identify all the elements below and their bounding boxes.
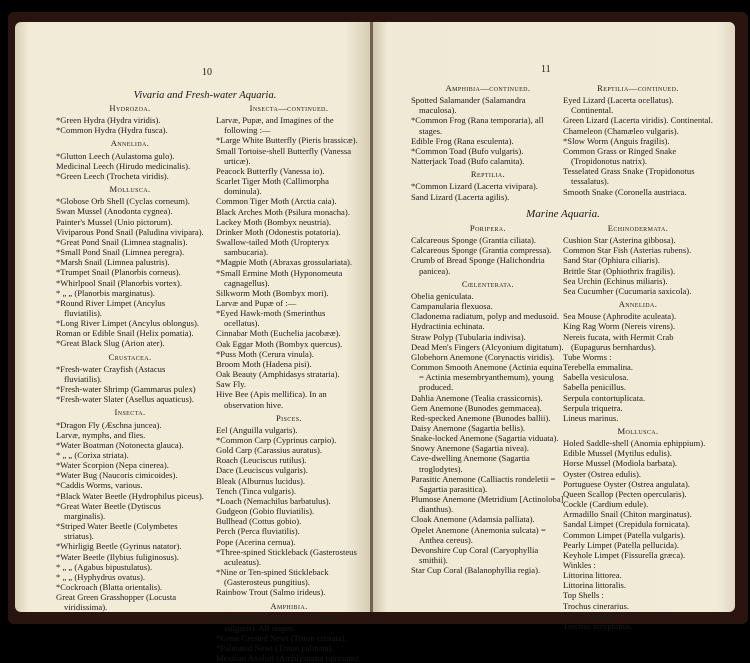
section-heading: Mollusca.: [109, 184, 151, 195]
species-entry: *Magpie Moth (Abraxas grossulariata).: [216, 257, 353, 268]
species-entry: Perch (Perca fluviatilis).: [216, 526, 300, 537]
species-entry: Oyster (Ostrea edulis).: [563, 468, 642, 479]
section-title: Marine Aquaria.: [526, 208, 600, 220]
species-entry: Green Lizard (Lacerta viridis). Continental.: [563, 115, 713, 126]
species-entry: Edible Mussel (Mytilus edulis).: [563, 448, 672, 459]
species-entry: Gem Anemone (Bunodes gemmacea).: [411, 402, 542, 413]
species-entry: * „ „ (Agabus bipustulatus).: [56, 561, 153, 572]
species-entry: *Water Beetle (Ilybius fuliginosus).: [56, 551, 179, 562]
species-entry: *Loach (Nemachilus barbatulus).: [216, 495, 331, 506]
species-entry: Calcareous Sponge (Grantia ciliata).: [411, 235, 537, 246]
species-entry: Edible Frog (Rana esculenta).: [411, 135, 514, 146]
page-number: 10: [202, 67, 212, 78]
species-entry: Common Grass or Ringed Snake (Tropidonotus natrix).: [563, 145, 677, 167]
species-entry: Sabella penicillus.: [563, 382, 627, 393]
species-entry: Viviparous Pond Snail (Paludina vivipara).: [56, 226, 204, 237]
species-entry: Tesselated Grass Snake (Tropidonotus tessalatus).: [563, 166, 695, 187]
right-column-2: [563, 220, 713, 631]
species-entry: Natterjack Toad (Bufo calamita).: [411, 156, 525, 167]
species-entry: *Marsh Snail (Limnea palustris).: [56, 257, 170, 268]
species-entry: *Fresh-water Shrimp (Gammarus pulex): [56, 384, 196, 395]
species-entry: *Small Ermine Moth (Hyponomeuta cagnagellus).: [216, 267, 343, 288]
species-entry: Star Cup Coral (Balanophyllia regia).: [411, 565, 541, 576]
section-heading: Annelida.: [618, 299, 658, 310]
species-entry: Peacock Butterfly (Vanessa io).: [216, 165, 325, 176]
species-entry: Larvæ, Pupæ, and Imagines of the following :—: [216, 115, 334, 136]
species-entry: Mexican Axolotl (Amblystoma tigrinum).: [216, 653, 361, 663]
species-entry: King Rag Worm (Nereis virens).: [563, 321, 676, 332]
species-entry: *Common Frog (Rana temporaria), all stages.: [411, 115, 544, 136]
species-entry: *Common Lizard (Lacerta vivipara).: [411, 181, 538, 192]
species-entry: Hydractinia echinata.: [411, 321, 485, 332]
species-entry: Sea Mouse (Aphrodite aculeata).: [563, 311, 677, 322]
species-entry: Common Star Fish (Asterias rubens).: [563, 245, 692, 256]
species-entry: Hive Bee (Apis mellifica). In an observation hive.: [216, 389, 327, 410]
species-entry: Cockle (Cardium edule).: [563, 499, 649, 510]
species-entry: Brittle Star (Ophiothrix fragilis).: [563, 265, 676, 276]
species-entry: Dead Men's Fingers (Alcyonium digitatum).: [411, 341, 564, 352]
page-number: 11: [541, 64, 551, 75]
species-entry: *Small Pond Snail (Limnea peregra).: [56, 247, 185, 258]
species-entry: *Whirligig Beetle (Gyrinus natator).: [56, 541, 182, 552]
species-entry: Dahlia Anemone (Tealia crassicornis).: [411, 392, 543, 403]
species-entry: Cave-dwelling Anemone (Sagartia troglodytes).: [411, 453, 530, 474]
species-entry: Sabella vesiculosa.: [563, 372, 629, 383]
species-entry: Terebella emmalina.: [563, 362, 634, 373]
right-top-column-1: [411, 80, 565, 202]
species-entry: Bullhead (Cottus gobio).: [216, 516, 302, 527]
species-entry: Sandal Limpet (Crepidula fornicata).: [563, 519, 690, 530]
species-entry: Larvæ and Pupæ of :—: [216, 297, 297, 308]
species-entry: Campanularia flexuosa.: [411, 301, 493, 312]
species-entry: Oak Eggar Moth (Bombyx quercus).: [216, 338, 343, 349]
left-page: [15, 22, 370, 663]
species-entry: Crumb of Bread Sponge (Halichondria panicea).: [411, 255, 545, 276]
left-column-1: [56, 100, 204, 613]
section-heading: Amphibia—continued.: [445, 83, 531, 93]
species-entry: *Large White Butterfly (Pieris brassicæ).: [216, 135, 358, 146]
section-heading: Annelida.: [110, 138, 150, 149]
species-entry: Small Tortoise-shell Butterfly (Vanessa urticæ).: [216, 145, 352, 166]
species-entry: *Common Toad (Bufo vulgaris).: [411, 145, 524, 156]
species-entry: Plumose Anemone (Metridium [Actinoloba] dianthus).: [411, 494, 564, 515]
species-entry: Tench (Tinca vulgaris).: [216, 485, 296, 496]
section-heading: Pisces.: [275, 412, 303, 423]
species-entry: Trochus cinerarius.: [563, 600, 630, 611]
species-entry: Rainbow Trout (Salmo irideus).: [216, 587, 326, 598]
species-entry: Globehorn Anemone (Corynactis viridis).: [411, 351, 555, 362]
species-entry: *Water Scorpion (Nepa cinerea).: [56, 460, 169, 471]
species-entry: *Fresh-water Slater (Asellus aquaticus).: [56, 394, 194, 405]
species-entry: Winkles :: [563, 560, 596, 570]
species-entry: Horse Mussel (Modiola barbata).: [563, 458, 678, 469]
species-entry: *Slow Worm (Anguis fragilis).: [563, 135, 670, 146]
species-entry: Parasitic Anemone (Calliactis rondeletii = Sagartia parasitica).: [411, 473, 556, 494]
species-entry: *Nine or Ten-spined Stickleback (Gasterosteus pungitius).: [216, 567, 329, 588]
species-entry: Silkworm Moth (Bombyx mori).: [216, 287, 329, 298]
species-entry: Spotted Salamander (Salamandra maculosa).: [411, 95, 526, 116]
species-entry: Obelia geniculata.: [411, 290, 474, 301]
species-entry: Cinnabar Moth (Euchelia jacobææ).: [216, 328, 341, 339]
species-entry: Sea Cucumber (Cucumaria saxicola).: [563, 285, 692, 296]
species-entry: Holed Saddle-shell (Anomia ephippium).: [563, 438, 706, 449]
species-entry: Serpula triquetra.: [563, 402, 623, 413]
species-entry: *Caddis Worms, various.: [56, 480, 143, 491]
species-entry: Snowy Anemone (Sagartia nivea).: [411, 443, 529, 454]
section-heading: Echinodermata.: [607, 223, 669, 233]
right-column-1: [411, 220, 565, 575]
species-entry: *Whirlpool Snail (Planorbis vortex).: [56, 277, 183, 288]
section-heading: Reptilia.: [470, 169, 506, 180]
species-entry: Medicinal Leech (Hirudo medicinalis).: [56, 160, 191, 171]
species-entry: Larvæ, nymphs, and flies.: [56, 429, 146, 440]
section-heading: Reptilia—continued.: [597, 83, 679, 93]
species-entry: Common Smooth Anemone (Actinia equina = Actinia mesembryanthemum), young produced.: [411, 362, 563, 393]
species-entry: *Globose Orb Shell (Cyclas corneum).: [56, 196, 190, 207]
species-entry: Tube Worms :: [563, 351, 612, 362]
species-entry: Scarlet Tiger Moth (Callimorpha dominula).: [216, 176, 329, 197]
section-heading: Crustacea.: [108, 351, 152, 362]
species-entry: Saw Fly.: [216, 379, 247, 390]
species-entry: *Dragon Fly (Æschna juncea).: [56, 419, 162, 430]
species-entry: Eel (Anguilla vulgaris).: [216, 424, 298, 435]
species-entry: *Water Boatman (Notonecta glauca).: [56, 439, 184, 450]
species-entry: *Trumpet Snail (Planorbis corneus).: [56, 267, 181, 278]
species-entry: Chameleon (Chamæleo vulgaris).: [563, 125, 679, 136]
species-entry: * „ „ (Hyphydrus ovatus).: [56, 571, 146, 582]
species-entry: Cloak Anemone (Adamsia palliata).: [411, 514, 535, 525]
species-entry: *Fresh-water Crayfish (Astacus fluviatilis).: [56, 363, 166, 384]
species-entry: *Puss Moth (Cerura vinula).: [216, 348, 314, 359]
species-entry: Swan Mussel (Anodonta cygnea).: [56, 206, 173, 217]
species-entry: *Great Pond Snail (Limnea stagnalis).: [56, 236, 188, 247]
species-entry: Lineus marinus.: [563, 412, 619, 423]
species-entry: Eyed Lizard (Lacerta ocellatus). Continental.: [563, 95, 674, 116]
species-entry: Dace (Leuciscus vulgaris).: [216, 465, 308, 476]
species-entry: Gudgeon (Gobio fluviatilis).: [216, 506, 315, 517]
right-top-column-2: [563, 80, 713, 197]
species-entry: Bleak (Alburnus lucidus).: [216, 475, 306, 486]
species-entry: Swallow-tailed Moth (Uropteryx sambucaria).: [216, 237, 330, 258]
species-entry: Roman or Edible Snail (Helix pomatia).: [56, 328, 194, 339]
section-heading: Insecta.: [114, 407, 146, 418]
species-entry: Pearly Limpet (Patella pellucida).: [563, 539, 679, 550]
right-page: [373, 22, 735, 631]
species-entry: Devonshire Cup Coral (Caryophyllia smithii).: [411, 544, 539, 565]
species-entry: Pope (Acerina cernua).: [216, 536, 296, 547]
species-entry: *Common Hydra (Hydra fusca).: [56, 125, 168, 136]
species-entry: *Common Carp (Cyprinus carpio).: [216, 435, 337, 445]
species-entry: Oak Beauty (Amphidasys strataria).: [216, 369, 340, 380]
species-entry: Trochus magus.: [563, 610, 618, 621]
species-entry: Sand Star (Ophiura ciliaris).: [563, 255, 660, 266]
species-entry: Lackey Moth (Bombyx neustria).: [216, 216, 332, 227]
species-entry: Top Shells :: [563, 590, 604, 601]
species-entry: Sand Lizard (Lacerta agilis).: [411, 191, 510, 202]
species-entry: *Palmated Newt (Triton palmata).: [216, 643, 334, 654]
species-entry: Calcareous Sponge (Grantia compressa).: [411, 245, 552, 256]
species-entry: Straw Polyp (Tubularia indivisa).: [411, 331, 526, 342]
section-heading: Cœlenterata.: [461, 278, 515, 289]
species-entry: Daisy Anemone (Sagartia bellis).: [411, 422, 526, 433]
species-entry: Cushion Star (Asterina gibbosa).: [563, 235, 676, 246]
species-entry: *Striped Water Beetle (Colymbetes striatus).: [56, 521, 178, 542]
species-entry: *Great Crested Newt (Triton cristata).: [216, 632, 347, 643]
species-entry: *Black Water Beetle (Hydrophilus piceus).: [56, 490, 204, 501]
species-entry: *Great Water Beetle (Dytiscus marginalis).: [56, 500, 161, 521]
species-entry: Sea Urchin (Echinus miliaris).: [563, 275, 668, 286]
section-heading: Hydrozoa.: [109, 103, 151, 113]
species-entry: Snake-locked Anemone (Sagartia viduata).: [411, 433, 559, 444]
species-entry: Queen Scallop (Pecten opercularis).: [563, 488, 687, 499]
species-entry: Drinker Moth (Odonestis potatoria).: [216, 226, 341, 237]
left-column-2: [216, 100, 362, 663]
species-entry: Broom Moth (Hadena pisi).: [216, 358, 312, 369]
species-entry: *Green Leech (Trocheta viridis).: [56, 170, 169, 181]
species-entry: Great Green Grasshopper (Locusta viridissima).: [56, 592, 177, 613]
species-entry: * „ „ (Corixa striata).: [56, 450, 129, 460]
species-entry: *Cockroach (Blatta orientalis).: [56, 582, 163, 593]
species-entry: *Long River Limpet (Ancylus oblongus).: [56, 318, 199, 329]
species-entry: Littorina littoralis.: [563, 580, 627, 591]
species-entry: Serpula contortuplicata.: [563, 392, 646, 403]
section-title: Vivaria and Fresh-water Aquaria.: [133, 90, 277, 101]
species-entry: Nereis fucata, with Hermit Crab (Eupagurus bernhardus).: [563, 331, 674, 352]
species-entry: Opelet Anemone (Anemonia sulcata) = Anthea cereus).: [411, 524, 546, 545]
section-heading: Mollusca.: [617, 425, 659, 436]
species-entry: Keyhole Limpet (Fissurella græca).: [563, 549, 686, 560]
species-entry: *Three-spined Stickleback (Gasterosteus aculeatus).: [216, 546, 357, 567]
species-entry: Trochus zizyphinus.: [563, 620, 633, 631]
species-entry: Common Limpet (Patella vulgaris).: [563, 529, 686, 540]
species-entry: Painter's Mussel (Unio pictorum).: [56, 216, 173, 227]
species-entry: *Eyed Hawk-moth (Smerinthus ocellatus).: [216, 308, 326, 329]
species-entry: Red-specked Anemone (Bunodes ballii).: [411, 412, 551, 423]
section-heading: Porifera.: [469, 223, 507, 233]
species-entry: Common Tiger Moth (Arctia caia).: [216, 196, 337, 207]
species-entry: *Green Hydra (Hydra viridis).: [56, 115, 161, 126]
species-entry: *Common or Smooth Newt (Triton vulgaris). All stages.: [216, 612, 338, 633]
species-entry: * „ „ (Planorbis marginatus).: [56, 287, 155, 298]
section-heading: Insecta—continued.: [249, 103, 329, 113]
species-entry: Gold Carp (Carassius auratus).: [216, 445, 322, 456]
species-entry: Black Arches Moth (Psilura monacha).: [216, 206, 350, 217]
species-entry: Littorina littorea.: [563, 570, 622, 581]
species-entry: *Great Black Slug (Arion ater).: [56, 338, 165, 349]
section-heading: Amphibia.: [270, 600, 308, 611]
species-entry: *Glutton Leech (Aulastoma gulo).: [56, 150, 175, 161]
species-entry: *Water Bug (Naucoris cimicoides).: [56, 470, 178, 481]
species-entry: *Round River Limpet (Ancylus fluviatilis).: [56, 297, 166, 318]
species-entry: Armadillo Snail (Chiton marginatus).: [563, 509, 692, 520]
species-entry: Smooth Snake (Coronella austriaca.: [563, 186, 687, 197]
species-entry: Cladonema radiatum, polyp and medusoid.: [411, 311, 559, 322]
species-entry: Portuguese Oyster (Ostrea angulata).: [563, 478, 690, 489]
species-entry: Roach (Leuciscus rutilus).: [216, 455, 307, 466]
